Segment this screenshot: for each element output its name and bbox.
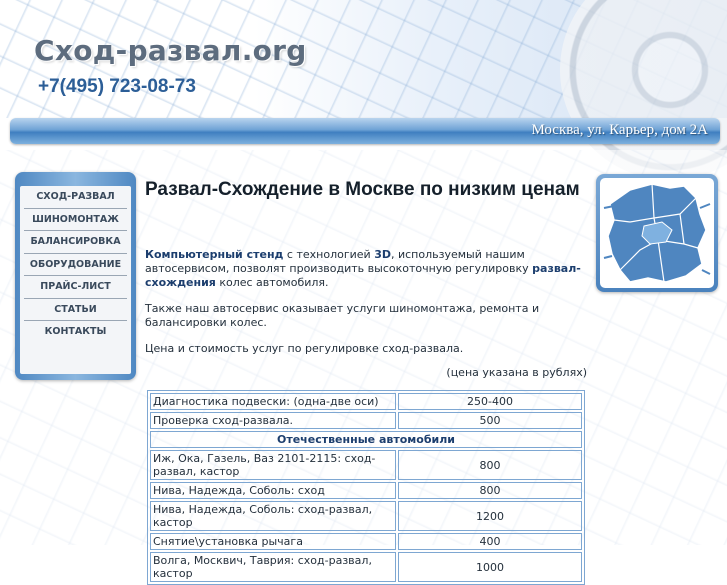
sidebar-item-shinomontazh[interactable]: ШИНОМОНТАЖ xyxy=(24,209,127,232)
service-name: Волга, Москвич, Таврия: сход-развал, кастор xyxy=(150,552,396,582)
table-row xyxy=(150,501,582,531)
service-price: 1200 xyxy=(398,501,582,531)
service-price: 800 xyxy=(398,450,582,480)
service-name: Иж, Ока, Газель, Ваз 2101-2115: сход-развал, кастор xyxy=(150,450,396,480)
keyword-razval[interactable]: развал-схождения xyxy=(145,262,581,289)
table-row xyxy=(150,393,582,410)
service-name: Диагностика подвески: (одна-две оси) xyxy=(150,393,396,410)
sidebar-item-oborudovanie[interactable]: ОБОРУДОВАНИЕ xyxy=(24,254,127,277)
service-name: Нива, Надежда, Соболь: сход-развал, кастор xyxy=(150,501,396,531)
main-content xyxy=(145,176,587,585)
sidebar-item-articles[interactable]: СТАТЬИ xyxy=(24,299,127,322)
sidebar-item-balansirovka[interactable]: БАЛАНСИРОВКА xyxy=(24,231,127,254)
table-row xyxy=(150,482,582,499)
intro-text-3: колес автомобиля. xyxy=(215,276,329,289)
service-name: Нива, Надежда, Соболь: сход xyxy=(150,482,396,499)
sidebar-menu xyxy=(15,172,136,380)
page-title: Развал-Схождение в Москве по низким ценам xyxy=(145,179,580,200)
table-row xyxy=(150,412,582,429)
table-row xyxy=(150,533,582,550)
service-price: 1000 xyxy=(398,552,582,582)
sidebar-menu-list xyxy=(20,186,131,343)
service-price: 250-400 xyxy=(398,393,582,410)
moscow-map-icon[interactable] xyxy=(600,178,714,288)
intro-text-1: с технологией xyxy=(283,248,375,261)
table-section-row xyxy=(150,431,582,448)
table-row xyxy=(150,450,582,480)
section-header: Отечественные автомобили xyxy=(150,431,582,448)
intro-text-2: , используемый нашим автосервисом, позволят производить высокоточную регулировку xyxy=(145,248,533,275)
sidebar-item-shod-razval[interactable]: СХОД-РАЗВАЛ xyxy=(24,186,127,209)
table-row xyxy=(150,552,582,582)
price-table xyxy=(147,390,585,585)
service-price: 400 xyxy=(398,533,582,550)
prices-intro: Цена и стоимость услуг по регулировке сход-развала. xyxy=(145,342,464,355)
header xyxy=(0,0,727,118)
service-name: Проверка сход-развала. xyxy=(150,412,396,429)
map-panel xyxy=(600,178,714,288)
sidebar-item-contacts[interactable]: КОНТАКТЫ xyxy=(44,326,107,337)
service-name: Снятие\установка рычага xyxy=(150,533,396,550)
map-box[interactable] xyxy=(596,174,718,292)
services-paragraph: Также наш автосервис оказывает услуги шиномонтажа, ремонта и балансировки колес. xyxy=(145,302,540,329)
sidebar-menu-panel xyxy=(20,186,131,374)
service-price: 800 xyxy=(398,482,582,499)
intro-paragraph xyxy=(145,248,587,290)
price-note: (цена указана в рублях) xyxy=(446,366,587,379)
keyword-stand[interactable]: Компьютерный стенд xyxy=(145,248,284,261)
sidebar-item-price-list[interactable]: ПРАЙС-ЛИСТ xyxy=(24,276,127,299)
service-price: 500 xyxy=(398,412,582,429)
address-bar xyxy=(10,118,720,144)
keyword-3d[interactable]: 3D xyxy=(374,248,391,261)
site-logo[interactable]: Сход-развал.org xyxy=(34,34,307,67)
address-text: Москва, ул. Карьер, дом 2А xyxy=(531,122,708,138)
phone-number: +7(495) 723-08-73 xyxy=(38,76,196,97)
